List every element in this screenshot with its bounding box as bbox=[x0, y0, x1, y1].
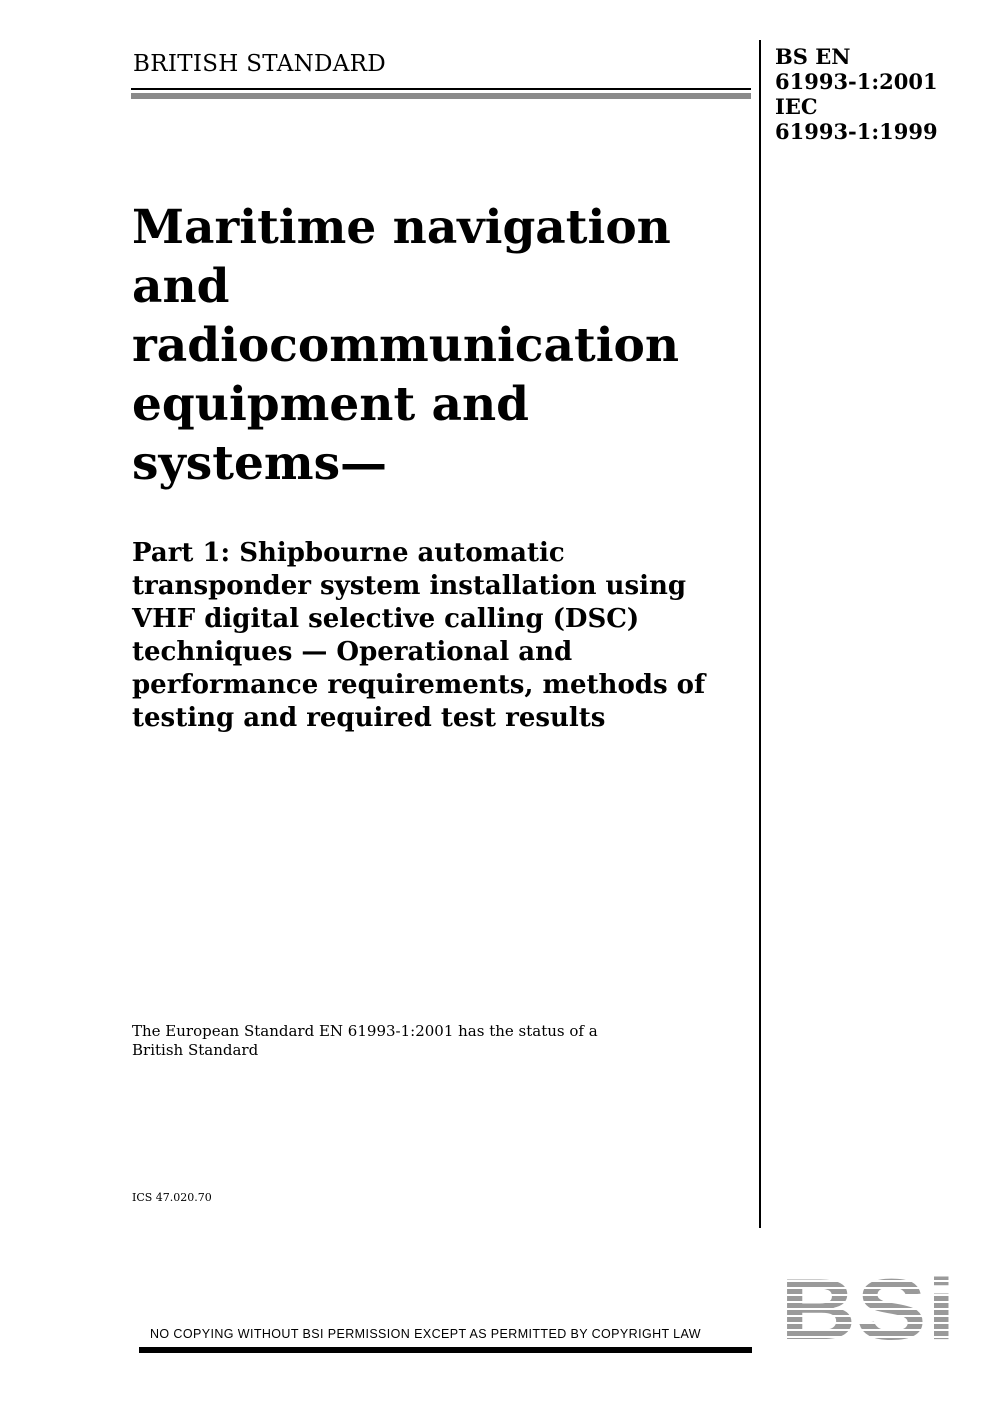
footer-rule bbox=[139, 1347, 752, 1353]
status-note-line: The European Standard EN 61993-1:2001 has the status of a bbox=[132, 1022, 598, 1040]
subtitle-line: Part 1: Shipbourne automatic bbox=[132, 538, 565, 568]
vertical-divider bbox=[759, 40, 761, 1228]
status-note bbox=[132, 1022, 612, 1060]
header-rule bbox=[131, 88, 751, 99]
standard-numbers bbox=[775, 44, 938, 144]
title-line: Maritime navigation bbox=[132, 200, 671, 255]
status-note-line: British Standard bbox=[132, 1041, 259, 1059]
bsi-logo-text: BSi bbox=[780, 1275, 956, 1345]
title-line: radiocommunication bbox=[132, 318, 680, 373]
standard-number-line: 61993-1:2001 bbox=[775, 69, 938, 94]
subtitle-line: techniques — Operational and bbox=[132, 637, 573, 667]
title-line: and bbox=[132, 259, 230, 314]
subtitle-line: transponder system installation using bbox=[132, 571, 687, 601]
ics-code: ICS 47.020.70 bbox=[132, 1191, 212, 1204]
standard-number-line: BS EN bbox=[775, 44, 851, 69]
standard-number-line: IEC bbox=[775, 94, 818, 119]
title-line: equipment and bbox=[132, 377, 530, 432]
document-subtitle bbox=[132, 537, 752, 735]
subtitle-line: testing and required test results bbox=[132, 703, 606, 733]
title-line: systems— bbox=[132, 436, 388, 491]
document-title bbox=[132, 198, 742, 493]
copyright-notice: NO COPYING WITHOUT BSI PERMISSION EXCEPT AS PERMITTED BY COPYRIGHT LAW bbox=[150, 1327, 702, 1341]
series-label: BRITISH STANDARD bbox=[133, 51, 387, 77]
subtitle-line: performance requirements, methods of bbox=[132, 670, 706, 700]
standard-number-line: 61993-1:1999 bbox=[775, 119, 938, 144]
subtitle-line: VHF digital selective calling (DSC) bbox=[132, 604, 640, 634]
bsi-logo bbox=[778, 1275, 958, 1345]
